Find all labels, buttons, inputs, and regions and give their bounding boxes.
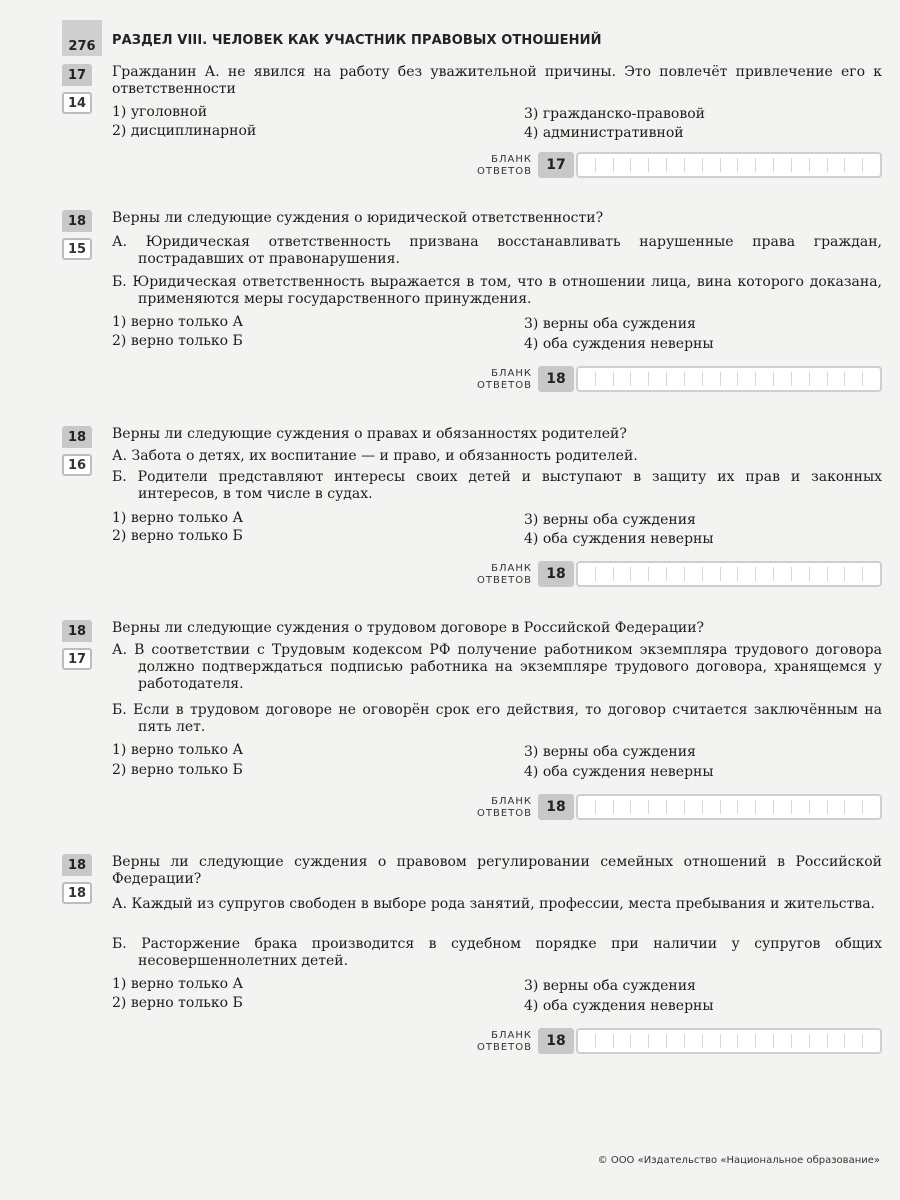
badge-bottom: 16 [62,454,92,476]
badge-bottom: 14 [62,92,92,114]
badge-bottom: 18 [62,882,92,904]
question-text: Верны ли следующие суждения о трудовом договоре в Российской Федерации? [112,620,705,636]
option-1: 1) верно только А [112,314,244,330]
answer-label: БЛАНК ОТВЕТОВ [477,368,532,391]
option-3: 3) верны оба суждения [524,978,696,994]
question-text: Гражданин А. не явился на работу без уважительной причины. Это повлечёт привлечение его к ответственности [112,64,882,97]
question-text: Верны ли следующие суждения о юридической ответственности? [112,210,604,226]
task-badge [62,620,92,670]
answer-box [472,366,882,394]
badge-bottom: 17 [62,648,92,670]
statement-b: Б. Родители представляют интересы своих детей и выступают в защиту их прав и законных интересов, в том числе в судах. [112,469,882,502]
answer-box [472,152,882,180]
answer-label: БЛАНК ОТВЕТОВ [477,796,532,819]
badge-top: 18 [62,426,92,448]
option-4: 4) оба суждения неверны [524,336,714,352]
question-text: Верны ли следующие суждения о правовом регулировании семейных отношений в Российской Федерации? [112,854,882,887]
badge-top: 17 [62,64,92,86]
answer-cells[interactable] [576,561,882,587]
statement-b: Б. Расторжение брака производится в судебном порядке при наличии у супругов общих несовершеннолетних детей. [112,936,882,969]
task-badge [62,426,92,476]
task-badge [62,210,92,260]
answer-number: 18 [538,366,574,392]
answer-box [472,561,882,589]
option-2: 2) верно только Б [112,333,243,349]
statement-a: А. Юридическая ответственность призвана восстанавливать нарушенные права граждан, пострадавших от правонарушения. [112,234,882,267]
answer-number: 18 [538,1028,574,1054]
option-2: 2) верно только Б [112,762,243,778]
statement-b: Б. Если в трудовом договоре не оговорён срок его действия, то договор считается заключённым на пять лет. [112,702,882,735]
answer-number: 17 [538,152,574,178]
statement-a: А. Забота о детях, их воспитание — и право, и обязанность родителей. [112,448,638,464]
option-4: 4) оба суждения неверны [524,998,714,1014]
option-3: 3) гражданско-правовой [524,106,705,122]
answer-cells[interactable] [576,794,882,820]
answer-cells[interactable] [576,1028,882,1054]
answer-label: БЛАНК ОТВЕТОВ [477,154,532,177]
page-number: 276 [62,20,102,56]
answer-label: БЛАНК ОТВЕТОВ [477,563,532,586]
option-1: 1) уголовной [112,104,208,120]
option-1: 1) верно только А [112,976,244,992]
answer-box [472,794,882,822]
answer-cells[interactable] [576,366,882,392]
answer-number: 18 [538,794,574,820]
task-badge [62,854,92,904]
option-4: 4) оба суждения неверны [524,531,714,547]
copyright-footer: © ООО «Издательство «Национальное образование» [597,1155,880,1166]
badge-top: 18 [62,854,92,876]
option-1: 1) верно только А [112,510,244,526]
section-title: РАЗДЕЛ VIII. ЧЕЛОВЕК КАК УЧАСТНИК ПРАВОВЫХ ОТНОШЕНИЙ [112,33,602,48]
option-1: 1) верно только А [112,742,244,758]
option-3: 3) верны оба суждения [524,744,696,760]
badge-top: 18 [62,620,92,642]
task-badge [62,64,92,114]
answer-number: 18 [538,561,574,587]
statement-b: Б. Юридическая ответственность выражается в том, что в отношении лица, вина которого доказана, применяются меры государственного принуждения. [112,274,882,307]
answer-box [472,1028,882,1056]
badge-top: 18 [62,210,92,232]
option-4: 4) оба суждения неверны [524,764,714,780]
answer-cells[interactable] [576,152,882,178]
option-2: 2) верно только Б [112,995,243,1011]
option-2: 2) дисциплинарной [112,123,257,139]
option-3: 3) верны оба суждения [524,512,696,528]
answer-label: БЛАНК ОТВЕТОВ [477,1030,532,1053]
option-4: 4) административной [524,125,684,141]
option-3: 3) верны оба суждения [524,316,696,332]
option-2: 2) верно только Б [112,528,243,544]
question-text: Верны ли следующие суждения о правах и обязанностях родителей? [112,426,627,442]
statement-a: А. Каждый из супругов свободен в выборе рода занятий, профессии, места пребывания и жительства. [112,896,875,912]
badge-bottom: 15 [62,238,92,260]
statement-a: А. В соответствии с Трудовым кодексом РФ получение работником экземпляра трудового договора должно подтверждаться подписью работника на экземпляре трудового договора, хранящемся у работодателя. [112,642,882,692]
page-header [62,20,882,56]
